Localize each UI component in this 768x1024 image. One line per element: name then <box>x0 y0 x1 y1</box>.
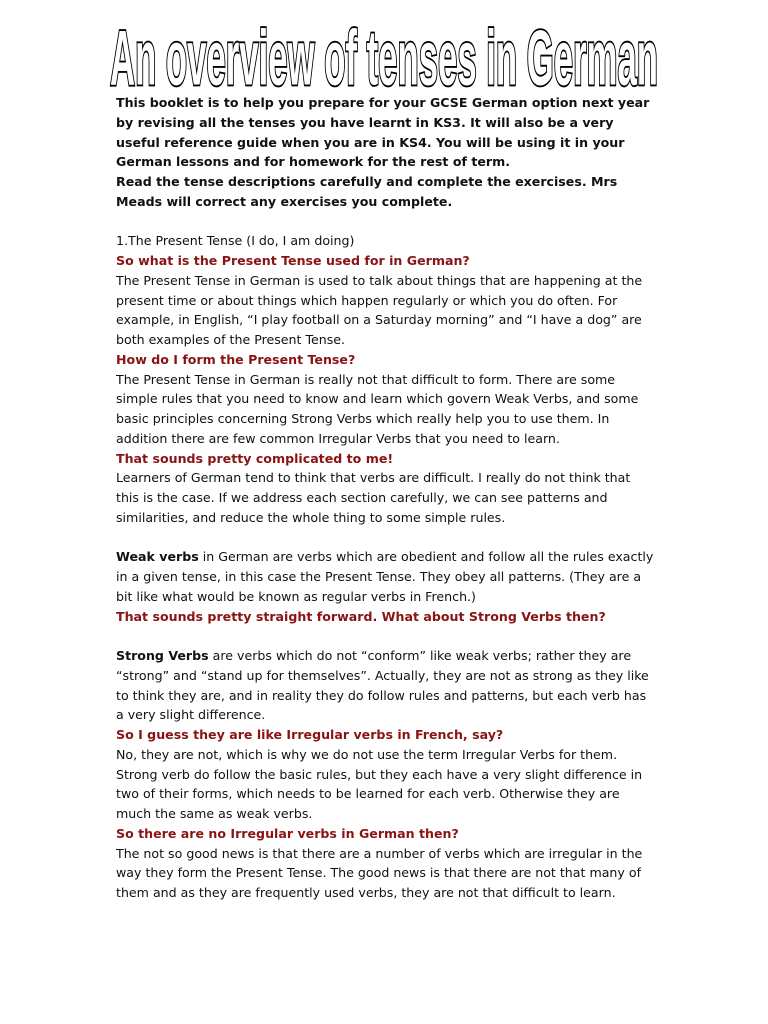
question-4: That sounds pretty straight forward. What about Strong Verbs then? <box>116 608 606 624</box>
weak-verbs-paragraph <box>116 547 656 606</box>
question-5: So I guess they are like Irregular verbs in French, say? <box>116 727 504 742</box>
spacer <box>116 212 656 232</box>
question-6: So there are no Irregular verbs in German then? <box>116 825 459 841</box>
strong-verbs-paragraph <box>116 646 656 725</box>
answer-5: No, they are not, which is why we do not use the term Irregular Verbs for them. Strong verb do follow the basic rules, but they each have a very slight difference in two of their forms, which needs to be learned for each verb. Otherwise they are much the same as weak verbs. <box>116 746 643 821</box>
page-title: An overview of tenses in German <box>110 22 659 102</box>
answer-2: The Present Tense in German is really not that difficult to form. There are some simple rules that you need to know and learn which govern Weak Verbs, and some basic principles concerning Strong Verbs which really help you to use them. In addition there are few common Irregular Verbs that you need to learn. <box>116 371 639 446</box>
answer-1: The Present Tense in German is used to talk about things that are happening at the present time or about things which happen regularly or which you do often. For example, in English, “I play football on a Saturday morning” and “I have a dog” are both examples of the Present Tense. <box>116 272 643 347</box>
weak-verbs-term: Weak verbs <box>116 549 199 565</box>
instructions-paragraph: Read the tense descriptions carefully and complete the exercises. Mrs Meads will correct any exercises you complete. <box>116 174 618 209</box>
spacer <box>116 528 656 548</box>
question-3: That sounds pretty complicated to me! <box>116 450 394 466</box>
question-2: How do I form the Present Tense? <box>116 351 356 367</box>
strong-verbs-text: are verbs which do not “conform” like weak verbs; rather they are “strong” and “stand up for themselves”. Actually, they are not as strong as they like to think they are, and in reality they do follow rules and patterns, but each verb has a very slight difference. <box>116 648 649 723</box>
spacer <box>116 626 656 646</box>
weak-verbs-text: in German are verbs which are obedient and follow all the rules exactly in a given tense, in this case the Present Tense. They obey all patterns. (They are a bit like what would be known as regular verbs in French.) <box>116 549 654 604</box>
question-1: So what is the Present Tense used for in German? <box>116 253 470 268</box>
answer-6: The not so good news is that there are a number of verbs which are irregular in the way they form the Present Tense. The good news is that there are not that many of them and as they are frequently used verbs, they are not that difficult to learn. <box>116 845 643 900</box>
strong-verbs-term: Strong Verbs <box>116 648 209 663</box>
section-heading: 1.The Present Tense (I do, I am doing) <box>116 233 355 249</box>
document-body <box>116 93 656 903</box>
intro-paragraph: This booklet is to help you prepare for your GCSE German option next year by revising all the tenses you have learnt in KS3. It will also be a very useful reference guide when you are in KS4. You will be using it in your German lessons and for homework for the rest of term. <box>116 95 650 170</box>
answer-3: Learners of German tend to think that verbs are difficult. I really do not think that this is the case. If we address each section carefully, we can see patterns and similarities, and reduce the whole thing to some simple rules. <box>116 470 631 525</box>
